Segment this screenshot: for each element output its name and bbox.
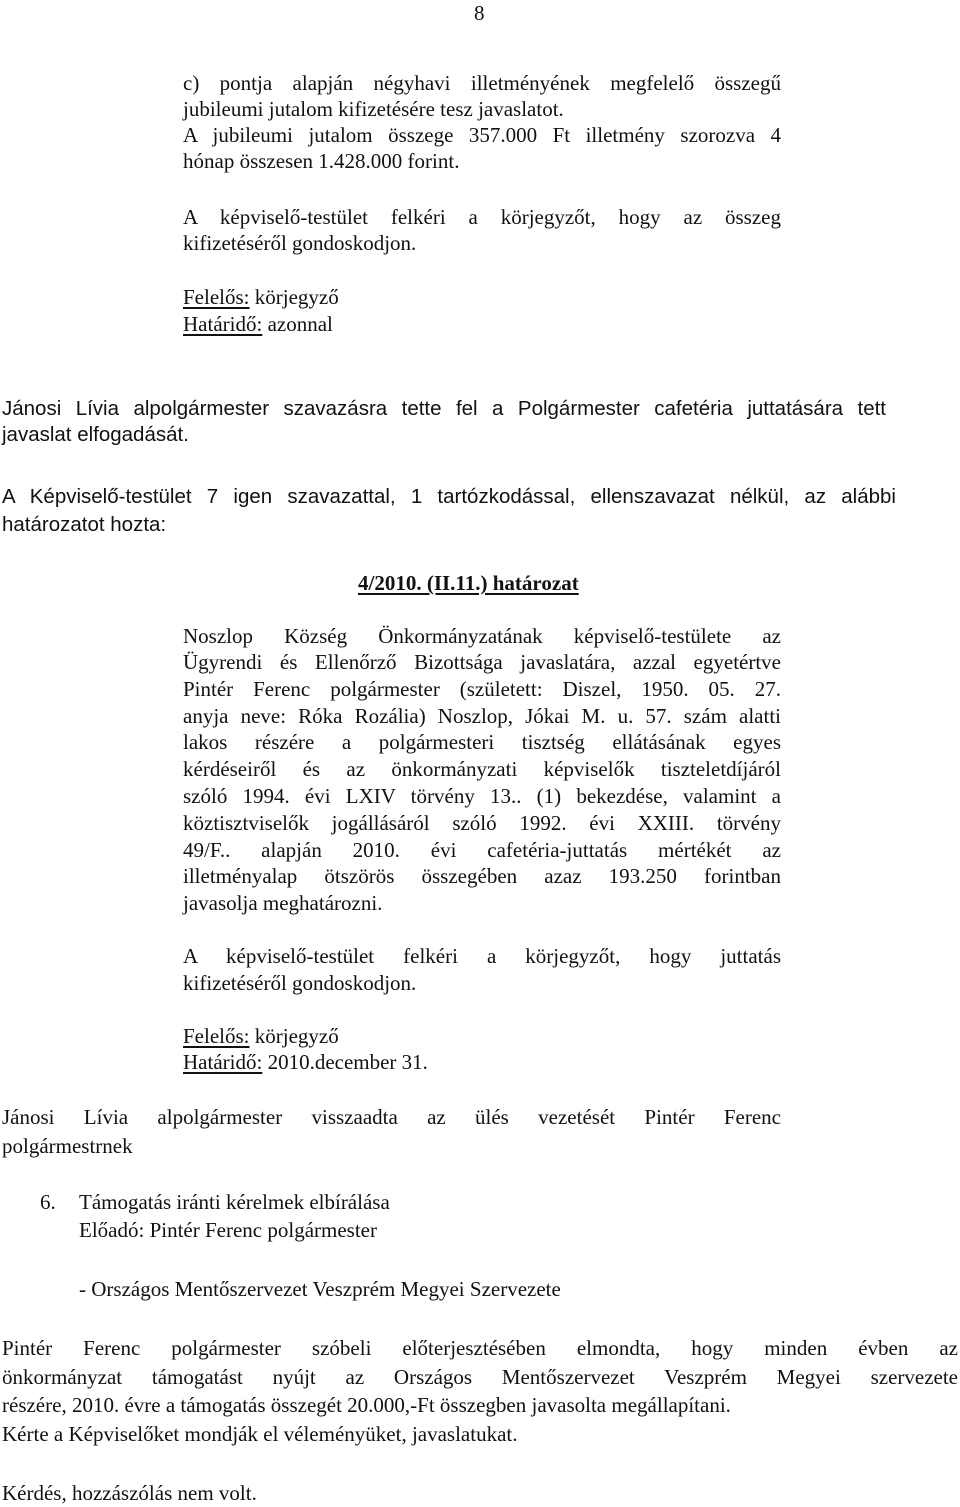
hatarido-value: azonnal <box>267 312 333 336</box>
text-line: Ügyrendi és Ellenőrző Bizottsága javaslatára, azzal egyetértve <box>183 650 781 674</box>
responsible-line <box>183 1023 339 1049</box>
agenda-presenter: Előadó: Pintér Ferenc polgármester <box>79 1218 377 1242</box>
text-line: részére, 2010. évre a támogatás összegét 20.000,-Ft összegben javasolta megállapítani. <box>2 1393 731 1417</box>
text-line: Pintér Ferenc polgármester (született: Diszel, 1950. 05. 27. <box>183 677 781 701</box>
page-number: 8 <box>474 1 485 25</box>
text-line: szóló 1994. évi LXIV törvény 13.. (1) bekezdése, valamint a <box>183 784 781 808</box>
text-line: lakos részére a polgármesteri tisztség ellátásának egyes <box>183 730 781 754</box>
felelos-value: körjegyző <box>254 1024 339 1048</box>
text-line: Noszlop Község Önkormányzatának képviselő-testülete az <box>183 624 781 648</box>
text-line: javaslat elfogadását. <box>2 423 189 446</box>
text-line: c) pontja alapján négyhavi illetményének megfelelő összegű <box>183 71 781 95</box>
hatarido-label: Határidő: <box>183 312 263 336</box>
text-line: A képviselő-testület felkéri a körjegyzőt, hogy juttatás <box>183 944 781 968</box>
felelos-label: Felelős: <box>183 285 250 309</box>
text-line: kifizetéséről gondoskodjon. <box>183 231 417 255</box>
text-line: A Képviselő-testület 7 igen szavazattal, 1 tartózkodással, ellenszavazat nélkül, az alábbi <box>2 485 896 508</box>
text-line: A jubileumi jutalom összege 357.000 Ft illetmény szorozva 4 <box>183 123 781 147</box>
text-line: polgármestrnek <box>2 1134 133 1158</box>
text-line: Kérdés, hozzászólás nem volt. <box>2 1481 257 1505</box>
text-line: 49/F.. alapján 2010. évi cafetéria-juttatás mértékét az <box>183 838 781 862</box>
text-line: hónap összesen 1.428.000 forint. <box>183 149 460 173</box>
hatarido-value: 2010.december 31. <box>267 1050 428 1074</box>
text-line: A képviselő-testület felkéri a körjegyzőt, hogy az összeg <box>183 205 781 229</box>
deadline-line <box>183 311 333 337</box>
text-line: Jánosi Lívia alpolgármester szavazásra tette fel a Polgármester cafetéria juttatására tett <box>2 397 886 420</box>
hatarido-label: Határidő: <box>183 1050 263 1074</box>
text-line: kifizetéséről gondoskodjon. <box>183 971 417 995</box>
felelos-value: körjegyző <box>254 285 339 309</box>
text-line: illetményalap ötszörös összegében azaz 193.250 forintban <box>183 864 781 888</box>
text-line: anyja neve: Róka Rozália) Noszlop, Jókai M. u. 57. szám alatti <box>183 704 781 728</box>
text-line: jubileumi jutalom kifizetésére tesz javaslatot. <box>183 97 564 121</box>
text-line: Pintér Ferenc polgármester szóbeli előterjesztésében elmondta, hogy minden évben az <box>2 1336 958 1360</box>
felelos-label: Felelős: <box>183 1024 250 1048</box>
agenda-subitem: - Országos Mentőszervezet Veszprém Megyei Szervezete <box>79 1277 561 1301</box>
responsible-line <box>183 284 339 310</box>
text-line: kérdéseiről és az önkormányzati képviselők tiszteletdíjáról <box>183 757 781 781</box>
text-line: Kérte a Képviselőket mondják el véleményüket, javaslatukat. <box>2 1422 518 1446</box>
text-line: Jánosi Lívia alpolgármester visszaadta az ülés vezetését Pintér Ferenc <box>2 1105 781 1129</box>
text-line: határozatot hozta: <box>2 513 167 536</box>
deadline-line <box>183 1049 428 1075</box>
text-line: javasolja meghatározni. <box>183 891 383 915</box>
text-line: köztisztviselők jogállásáról szóló 1992. évi XXIII. törvény <box>183 811 781 835</box>
agenda-number: 6. <box>40 1190 56 1214</box>
agenda-title: Támogatás iránti kérelmek elbírálása <box>79 1190 390 1214</box>
resolution-title: 4/2010. (II.11.) határozat <box>358 571 579 595</box>
text-line: önkormányzat támogatást nyújt az Országos Mentőszervezet Veszprém Megyei szervezete <box>2 1365 958 1389</box>
